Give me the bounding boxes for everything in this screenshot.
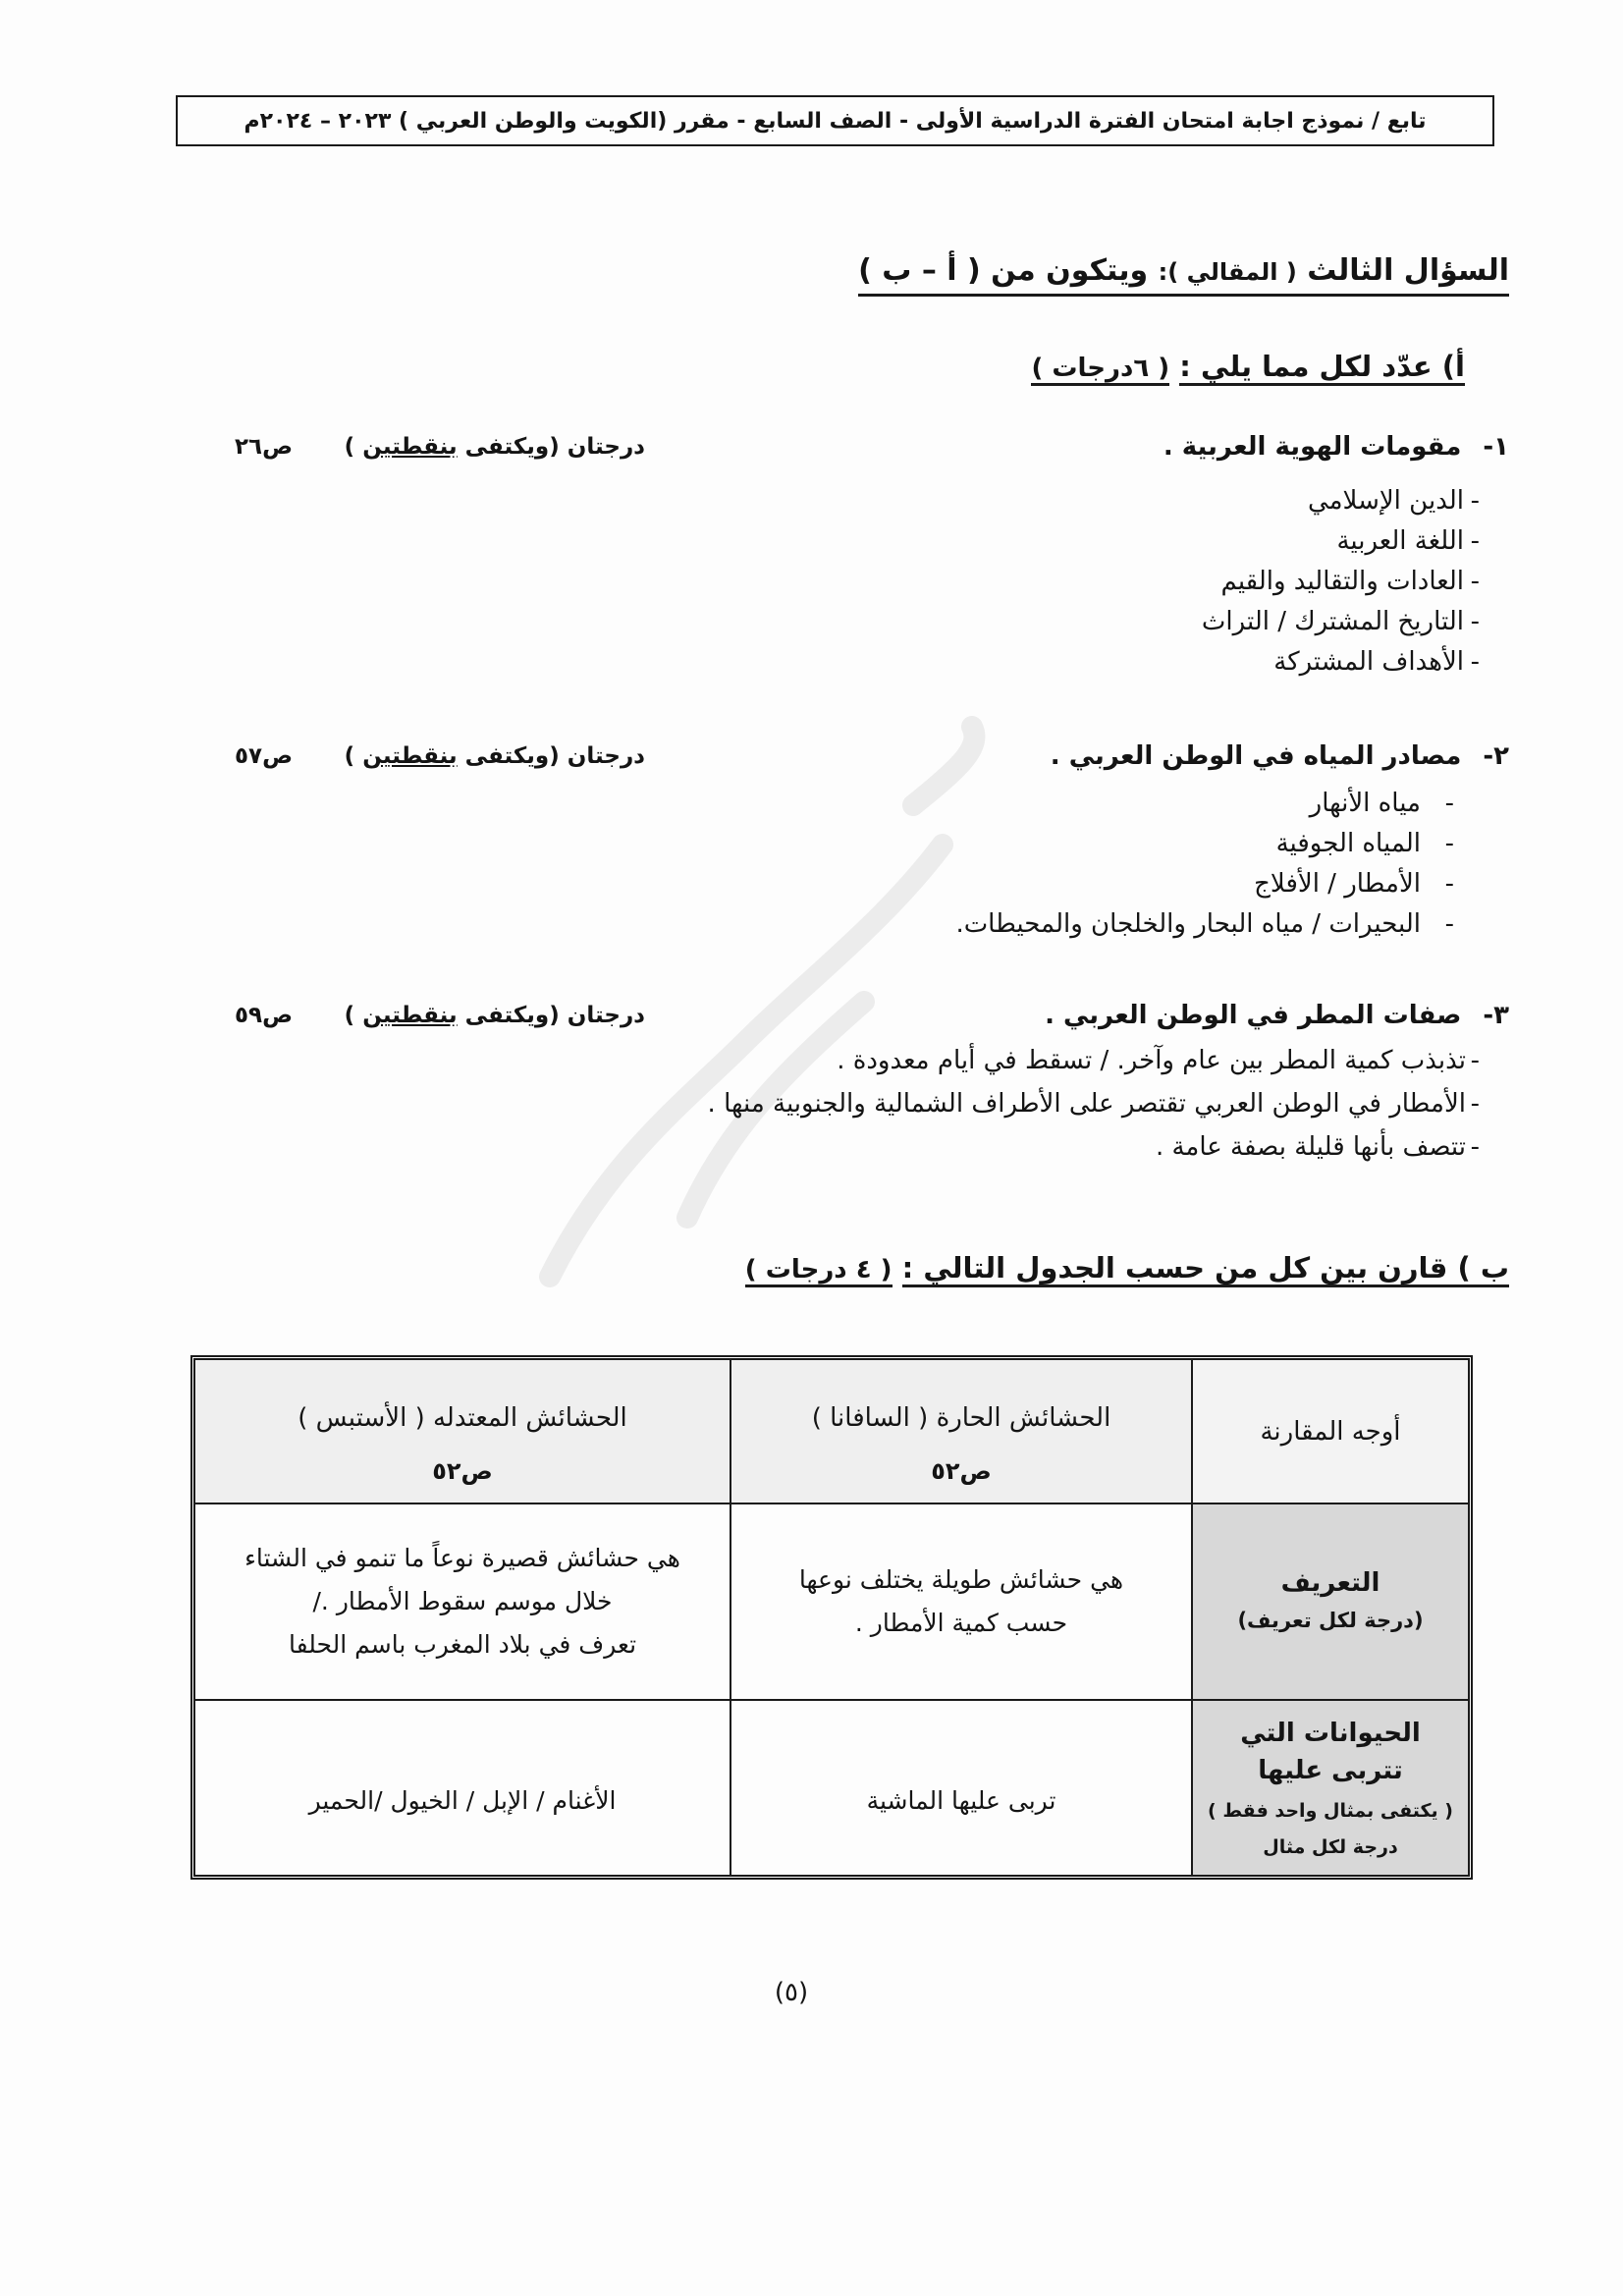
grade-text: درجتان (ويكتفى [464, 434, 645, 460]
cell-line: خلال موسم سقوط الأمطار ./ [312, 1587, 613, 1615]
item-1-title [1163, 427, 1509, 466]
item-1-answers [1202, 481, 1480, 683]
table-header-steppe [195, 1360, 730, 1504]
item-3-title [1045, 996, 1509, 1035]
page-number: (٥) [774, 1978, 809, 2007]
section-b-label: ب ) قارن بين كل من حسب الجدول التالي : [902, 1251, 1509, 1287]
cell-savanna-animals [730, 1701, 1191, 1875]
table-header-aspect [1191, 1360, 1468, 1504]
table-header-savanna [730, 1360, 1191, 1504]
cell-line: الأغنام / الإبل / الخيول /الحمير [308, 1785, 617, 1815]
row-label-text: الحيوانات التي [1240, 1718, 1421, 1748]
question-type: ( المقالي ): [1158, 258, 1297, 286]
grade-underlined: بنقطتين [362, 434, 458, 460]
grade-text: درجتان (ويكتفى [464, 743, 645, 769]
list-item: - البحيرات / مياه البحار والخلجان والمحيطات. [955, 904, 1454, 945]
item-2-title [1051, 737, 1509, 776]
cell-line: تعرف في بلاد المغرب باسم الحلفا [288, 1630, 637, 1659]
list-item: - الدين الإسلامي [1202, 481, 1480, 521]
header-text: تابع / نموذج اجابة امتحان الفترة الدراسية الأولى - الصف السابع - مقرر (الكويت والوطن العربي ) ٢٠٢٣ – ٢٠٢٤م [243, 108, 1427, 134]
section-a-heading [1031, 347, 1465, 388]
list-item: - الأمطار في الوطن العربي تقتصر على الأطراف الشمالية والجنوبية منها . [708, 1082, 1480, 1125]
item-title-text: صفات المطر في الوطن العربي . [1045, 1001, 1462, 1030]
list-item: - العادات والتقاليد والقيم [1202, 562, 1480, 602]
list-item: - تذبذب كمية المطر بين عام وآخر. / تسقط في أيام معدودة . [708, 1039, 1480, 1082]
row-label-note: (درجة لكل تعريف) [1237, 1609, 1424, 1632]
list-item: - المياه الجوفية [955, 824, 1454, 864]
page-ref: ص٥٢ [931, 1456, 992, 1485]
item-number: ١- [1483, 432, 1509, 462]
item-2-answers [955, 784, 1454, 945]
section-b-marks: ( ٤ درجات ) [745, 1255, 893, 1287]
item-3-grade [345, 996, 645, 1035]
cell-line: هي حشائش طويلة يختلف نوعها [798, 1565, 1124, 1594]
row-label-definition [1191, 1504, 1468, 1701]
list-item: - مياه الأنهار [955, 784, 1454, 824]
cell-steppe-definition [195, 1504, 730, 1701]
row-label-note: درجة لكل مثال [1263, 1835, 1398, 1858]
section-a-label: أ) عدّد لكل مما يلي : [1179, 350, 1465, 386]
row-label-text: التعريف [1280, 1568, 1380, 1598]
cell-line: تربى عليها الماشية [866, 1785, 1056, 1815]
grade-underlined: بنقطتين [362, 1003, 458, 1028]
question-title [858, 249, 1509, 297]
list-item: - تتصف بأنها قليلة بصفة عامة . [708, 1125, 1480, 1169]
grade-close: ) [344, 1003, 355, 1028]
row-label-text: تتربى عليها [1258, 1755, 1403, 1785]
item-number: ٢- [1483, 741, 1509, 771]
grade-close: ) [344, 434, 355, 460]
cell-line: حسب كمية الأمطار . [854, 1609, 1068, 1637]
item-2-grade [345, 737, 645, 776]
question-number: السؤال الثالث [1307, 253, 1509, 288]
item-1-grade [345, 427, 645, 466]
header-cell-text: الحشائش المعتدله ( الأستبس ) [298, 1402, 627, 1433]
section-a-marks: ( ٦درجات ) [1031, 354, 1169, 386]
cell-line: هي حشائش قصيرة نوعاً ما تنمو في الشتاء [244, 1544, 680, 1572]
list-item: - اللغة العربية [1202, 521, 1480, 562]
list-item: - الأهداف المشتركة [1202, 642, 1480, 683]
row-label-animals [1191, 1701, 1468, 1875]
page-ref: ص٥٢ [432, 1456, 493, 1485]
item-title-text: مصادر المياه في الوطن العربي . [1050, 741, 1462, 771]
grade-close: ) [344, 743, 355, 769]
grade-underlined: بنقطتين [362, 743, 458, 769]
item-number: ٣- [1483, 1001, 1509, 1030]
item-2-page-ref: ص٥٧ [235, 743, 294, 769]
cell-steppe-animals [195, 1701, 730, 1875]
item-3-page-ref: ص٥٩ [235, 1003, 294, 1028]
item-3-answers [708, 1039, 1480, 1169]
header-cell-text: الحشائش الحارة ( السافانا ) [811, 1402, 1111, 1433]
list-item: - التاريخ المشترك / التراث [1202, 602, 1480, 642]
header-cell-text: أوجه المقارنة [1260, 1416, 1401, 1447]
header-box [176, 95, 1494, 146]
comparison-table [190, 1355, 1473, 1880]
item-title-text: مقومات الهوية العربية . [1163, 432, 1462, 462]
question-parts: ويتكون من ( أ – ب ) [858, 253, 1149, 288]
grade-text: درجتان (ويكتفى [464, 1003, 645, 1028]
item-1-page-ref: ص٢٦ [235, 434, 294, 460]
cell-savanna-definition [730, 1504, 1191, 1701]
section-b-heading [745, 1248, 1509, 1289]
row-label-note: ( يكتفى بمثال واحد فقط ) [1208, 1799, 1453, 1822]
list-item: - الأمطار / الأفلاج [955, 864, 1454, 904]
